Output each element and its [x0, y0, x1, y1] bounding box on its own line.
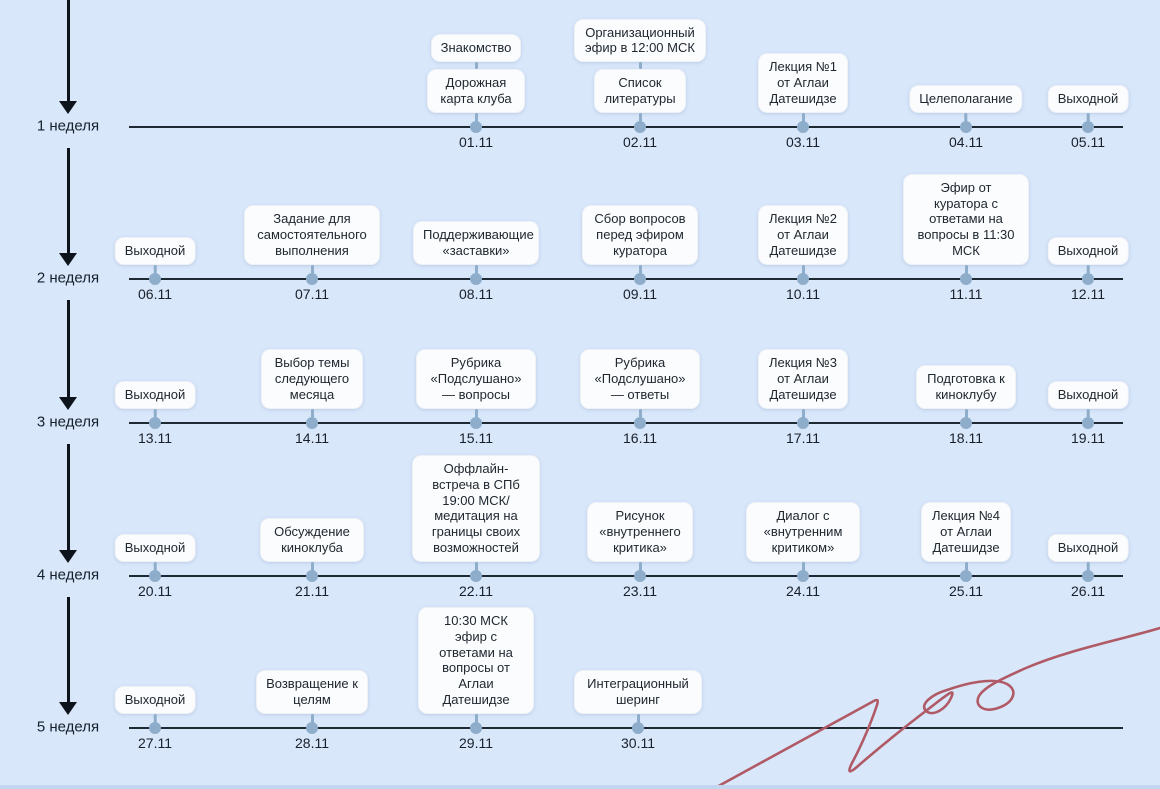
- event-card: [418, 607, 534, 714]
- event-stack: [1048, 534, 1129, 571]
- event-stack: [903, 174, 1029, 274]
- event-card: [115, 534, 196, 562]
- event-card: [260, 518, 364, 562]
- arrowhead-down-icon: [59, 101, 77, 114]
- event-marker: [632, 722, 644, 734]
- event-label: Лекция №2 от Аглаи Датешидзе: [769, 211, 837, 259]
- event-card: [261, 349, 363, 409]
- event-marker: [960, 570, 972, 582]
- bottom-edge-strip: [0, 785, 1160, 789]
- event-marker: [634, 273, 646, 285]
- signature-path: [682, 628, 1160, 789]
- arrow-line: [67, 444, 70, 550]
- event-stack: [921, 502, 1011, 571]
- date-label: 21.11: [295, 583, 329, 599]
- event-stack: [758, 205, 848, 274]
- event-marker: [1082, 121, 1094, 133]
- event-stack: [115, 237, 196, 274]
- event-marker: [1082, 417, 1094, 429]
- event-card: [1048, 237, 1129, 265]
- event-marker: [960, 273, 972, 285]
- event-stack: [574, 670, 702, 723]
- event-label: Возвращение к целям: [266, 676, 358, 708]
- date-label: 10.11: [786, 286, 820, 302]
- event-label: Выходной: [124, 692, 186, 708]
- date-label: 07.11: [295, 286, 329, 302]
- date-label: 24.11: [786, 583, 820, 599]
- event-label: Диалог с «внутренним критиком»: [763, 508, 843, 556]
- date-label: 30.11: [621, 735, 655, 751]
- connector-stem: [475, 62, 478, 69]
- date-label: 03.11: [786, 134, 820, 150]
- event-stack: [758, 349, 848, 418]
- event-marker: [470, 417, 482, 429]
- timeline-line: [129, 126, 1123, 128]
- event-stack: [427, 34, 525, 122]
- date-label: 01.11: [459, 134, 493, 150]
- event-stack: [418, 607, 534, 723]
- event-card: [758, 349, 848, 409]
- event-stack: [416, 349, 536, 418]
- event-marker: [634, 570, 646, 582]
- event-stack: [587, 502, 693, 571]
- event-card: [416, 349, 536, 409]
- event-label: Поддерживающие «заставки»: [423, 227, 534, 259]
- event-label: Выбор темы следующего месяца: [274, 355, 350, 403]
- event-label: Выходной: [124, 243, 186, 259]
- date-label: 06.11: [138, 286, 172, 302]
- event-stack: [574, 19, 706, 122]
- event-card: [921, 502, 1011, 562]
- event-label: Рубрика «Подслушано» — ответы: [594, 355, 686, 403]
- event-stack: [746, 502, 860, 571]
- event-label: Лекция №4 от Аглаи Датешидзе: [932, 508, 1000, 556]
- event-label: Задание для самостоятельного выполнения: [257, 211, 367, 259]
- date-label: 18.11: [949, 430, 983, 446]
- event-marker: [306, 722, 318, 734]
- event-stack: [260, 518, 364, 571]
- event-label: Подготовка к киноклубу: [927, 371, 1005, 403]
- event-card: [244, 205, 380, 265]
- event-label: Выходной: [1057, 387, 1119, 403]
- date-label: 23.11: [623, 583, 657, 599]
- date-label: 15.11: [459, 430, 493, 446]
- week-label: 4 неделя: [36, 566, 100, 584]
- week-label: 2 неделя: [36, 269, 100, 287]
- event-marker: [470, 570, 482, 582]
- week-label: 3 неделя: [36, 413, 100, 431]
- event-card: [574, 19, 706, 63]
- event-stack: [1048, 237, 1129, 274]
- event-marker: [149, 417, 161, 429]
- arrow-line: [67, 0, 70, 101]
- event-card: [115, 686, 196, 714]
- timeline-line: [129, 727, 1123, 729]
- event-marker: [1082, 570, 1094, 582]
- event-card: [427, 69, 525, 113]
- event-label: 10:30 МСК эфир с ответами на вопросы от Аглаи Датешидзе: [439, 612, 513, 708]
- event-stack: [115, 534, 196, 571]
- event-stack: [909, 85, 1022, 122]
- event-marker: [470, 121, 482, 133]
- date-label: 13.11: [138, 430, 172, 446]
- event-label: Выходной: [1057, 91, 1119, 107]
- date-label: 09.11: [623, 286, 657, 302]
- event-marker: [960, 121, 972, 133]
- event-stack: [256, 670, 368, 723]
- week-label: 5 неделя: [36, 718, 100, 736]
- date-label: 22.11: [459, 583, 493, 599]
- event-card: [903, 174, 1029, 265]
- timeline-line: [129, 575, 1123, 577]
- event-card: [412, 455, 540, 562]
- event-marker: [306, 570, 318, 582]
- event-label: Выходной: [1057, 540, 1119, 556]
- week-label: 1 неделя: [36, 117, 100, 135]
- event-label: Дорожная карта клуба: [440, 75, 512, 107]
- date-label: 17.11: [786, 430, 820, 446]
- event-label: Эфир от куратора с ответами на вопросы в 11:30 МСК: [917, 179, 1015, 259]
- event-card: [758, 205, 848, 265]
- event-marker: [1082, 273, 1094, 285]
- event-label: Выходной: [124, 540, 186, 556]
- event-stack: [916, 365, 1016, 418]
- event-card: [574, 670, 702, 714]
- event-stack: [1048, 381, 1129, 418]
- event-marker: [797, 121, 809, 133]
- event-stack: [580, 349, 700, 418]
- date-label: 20.11: [138, 583, 172, 599]
- date-label: 02.11: [623, 134, 657, 150]
- event-card: [594, 69, 686, 113]
- event-stack: [582, 205, 698, 274]
- event-card: [916, 365, 1016, 409]
- event-label: Рисунок «внутреннего критика»: [599, 508, 681, 556]
- event-stack: [261, 349, 363, 418]
- event-marker: [470, 722, 482, 734]
- event-label: Знакомство: [440, 40, 512, 56]
- event-label: Лекция №3 от Аглаи Датешидзе: [769, 355, 837, 403]
- date-label: 19.11: [1071, 430, 1105, 446]
- event-card: [582, 205, 698, 265]
- date-label: 16.11: [623, 430, 657, 446]
- event-stack: [413, 221, 539, 274]
- event-marker: [797, 570, 809, 582]
- event-marker: [306, 417, 318, 429]
- event-label: Лекция №1 от Аглаи Датешидзе: [769, 59, 837, 107]
- event-stack: [412, 455, 540, 571]
- date-label: 29.11: [459, 735, 493, 751]
- arrow-line: [67, 597, 70, 702]
- event-card: [115, 237, 196, 265]
- event-card: [413, 221, 539, 265]
- date-label: 04.11: [949, 134, 983, 150]
- event-card: [580, 349, 700, 409]
- event-label: Сбор вопросов перед эфиром куратора: [594, 211, 686, 259]
- arrowhead-down-icon: [59, 550, 77, 563]
- arrowhead-down-icon: [59, 397, 77, 410]
- event-marker: [149, 722, 161, 734]
- event-card: [587, 502, 693, 562]
- event-label: Обсуждение киноклуба: [274, 524, 350, 556]
- date-label: 05.11: [1071, 134, 1105, 150]
- arrow-line: [67, 300, 70, 397]
- event-label: Организационный эфир в 12:00 МСК: [585, 24, 695, 56]
- date-label: 26.11: [1071, 583, 1105, 599]
- event-stack: [244, 205, 380, 274]
- event-stack: [115, 686, 196, 723]
- timeline-line: [129, 278, 1123, 280]
- date-label: 08.11: [459, 286, 493, 302]
- event-card: [1048, 534, 1129, 562]
- event-marker: [634, 417, 646, 429]
- date-label: 11.11: [949, 286, 983, 302]
- event-label: Выходной: [124, 387, 186, 403]
- event-marker: [634, 121, 646, 133]
- event-label: Рубрика «Подслушано» — вопросы: [430, 355, 522, 403]
- event-marker: [470, 273, 482, 285]
- arrowhead-down-icon: [59, 702, 77, 715]
- event-marker: [306, 273, 318, 285]
- event-stack: [115, 381, 196, 418]
- date-label: 12.11: [1071, 286, 1105, 302]
- event-marker: [797, 417, 809, 429]
- event-card: [431, 34, 522, 62]
- event-card: [909, 85, 1022, 113]
- event-label: Выходной: [1057, 243, 1119, 259]
- event-card: [115, 381, 196, 409]
- event-stack: [758, 53, 848, 122]
- date-label: 28.11: [295, 735, 329, 751]
- date-label: 14.11: [295, 430, 329, 446]
- event-stack: [1048, 85, 1129, 122]
- event-label: Интеграционный шеринг: [587, 676, 689, 708]
- arrow-line: [67, 148, 70, 253]
- event-card: [1048, 381, 1129, 409]
- event-marker: [149, 273, 161, 285]
- event-card: [746, 502, 860, 562]
- date-label: 27.11: [138, 735, 172, 751]
- event-marker: [149, 570, 161, 582]
- date-label: 25.11: [949, 583, 983, 599]
- event-marker: [797, 273, 809, 285]
- event-marker: [960, 417, 972, 429]
- timeline-line: [129, 422, 1123, 424]
- event-label: Список литературы: [604, 75, 676, 107]
- event-label: Целеполагание: [919, 91, 1013, 107]
- event-card: [256, 670, 368, 714]
- arrowhead-down-icon: [59, 253, 77, 266]
- event-card: [758, 53, 848, 113]
- event-card: [1048, 85, 1129, 113]
- event-label: Оффлайн-встреча в СПб 19:00 МСК/ медитация на границы своих возможностей: [431, 460, 521, 556]
- connector-stem: [639, 62, 642, 69]
